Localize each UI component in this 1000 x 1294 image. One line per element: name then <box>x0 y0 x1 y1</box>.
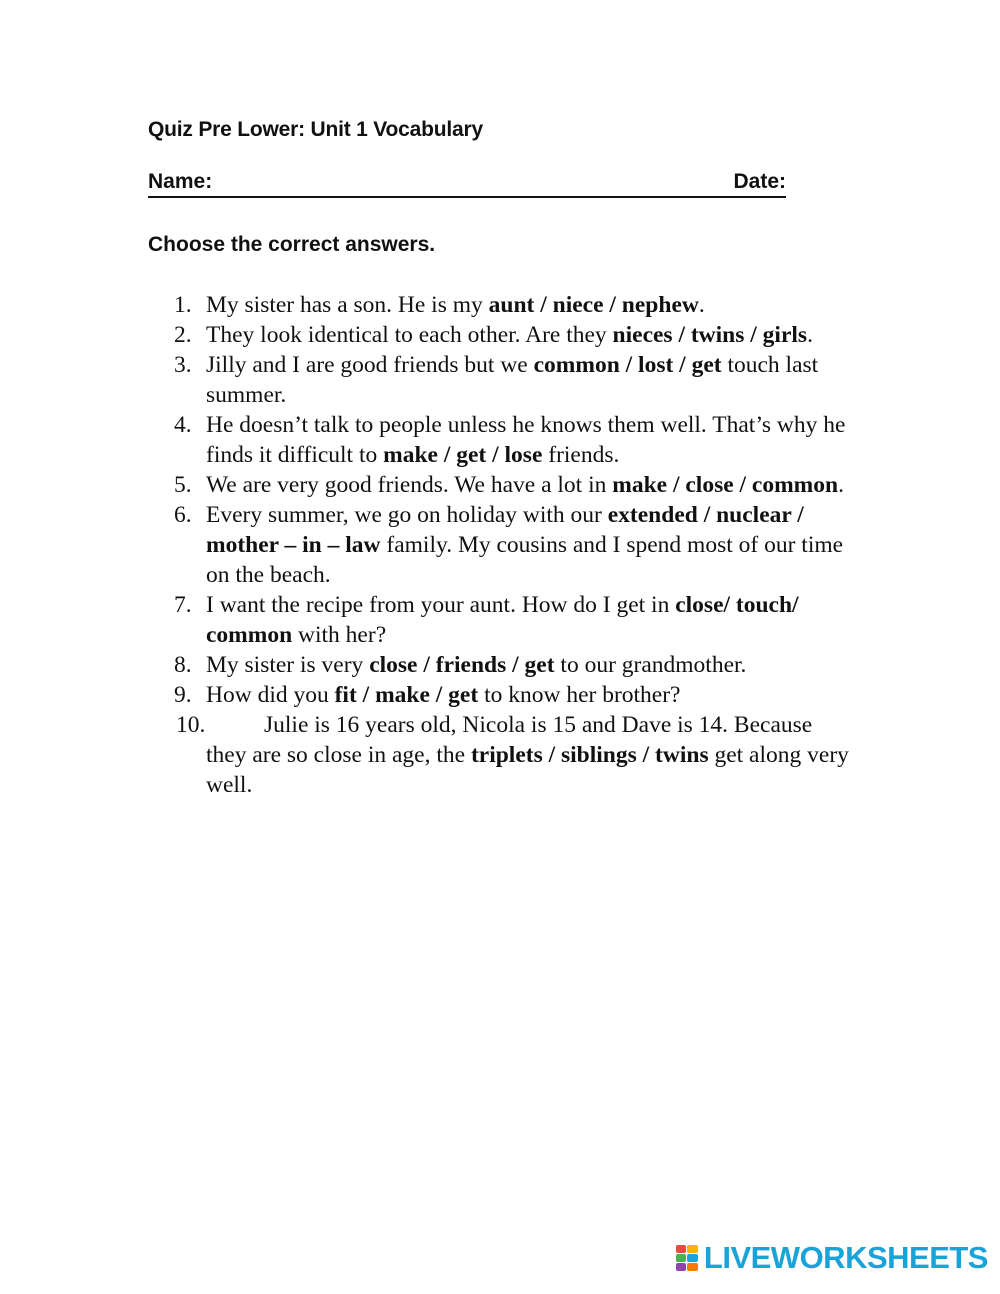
question-text-segment: to our grandmother. <box>554 652 747 678</box>
logo-block <box>687 1263 698 1271</box>
question-text <box>206 652 746 678</box>
question-item <box>174 410 854 470</box>
question-text <box>206 322 813 348</box>
question-item <box>174 320 854 350</box>
question-item <box>174 470 854 500</box>
answer-options: triplets / siblings / twins <box>470 742 709 768</box>
question-list <box>174 290 854 800</box>
question-number: 2. <box>174 322 192 348</box>
instructions: Choose the correct answers. <box>148 233 436 256</box>
answer-options: make / close / common <box>612 472 839 498</box>
question-text-segment: . <box>807 322 813 348</box>
answer-options: close/ touch/ common <box>206 592 799 648</box>
question-text-segment: They look identical to each other. Are they <box>206 322 613 348</box>
question-text-segment: How did you <box>206 682 335 708</box>
question-text-segment: friends. <box>542 442 620 468</box>
date-label: Date: <box>733 170 786 193</box>
question-text-segment: . <box>838 472 844 498</box>
question-text-segment: Jilly and I are good friends but we <box>206 352 534 378</box>
answer-options: aunt / niece / nephew <box>488 292 699 318</box>
question-text-segment: My sister has a son. He is my <box>206 292 489 318</box>
question-text-segment: My sister is very <box>206 652 370 678</box>
question-text <box>206 502 843 588</box>
logo-block <box>687 1254 698 1262</box>
question-number: 7. <box>174 592 192 618</box>
logo-block <box>676 1263 687 1271</box>
question-text-segment: I want the recipe from your aunt. How do I get in <box>206 592 676 618</box>
question-number: 5. <box>174 472 192 498</box>
answer-options: fit / make / get <box>334 682 479 708</box>
page-title: Quiz Pre Lower: Unit 1 Vocabulary <box>148 118 483 141</box>
question-text-segment: with her? <box>292 622 387 648</box>
logo-block <box>676 1245 687 1253</box>
question-text <box>206 682 681 708</box>
question-text-segment: family. My cousins and I spend most of our time on the beach. <box>206 532 844 588</box>
question-number: 4. <box>174 412 192 438</box>
logo-block <box>687 1245 698 1253</box>
question-number: 9. <box>174 682 192 708</box>
question-item <box>174 680 854 710</box>
question-text-segment: to know her brother? <box>478 682 681 708</box>
question-text-segment: . <box>698 292 705 318</box>
question-item <box>174 290 854 320</box>
answer-options: common / lost / get <box>533 352 722 378</box>
question-number: 3. <box>174 352 192 378</box>
logo-text: LIVEWORKSHEETS <box>703 1240 988 1275</box>
question-item <box>174 350 854 410</box>
question-text-segment: We are very good friends. We have a lot in <box>206 472 613 498</box>
question-text-segment: Julie is 16 years old, Nicola is 15 and Dave is 14. Because they are so close in age, the <box>206 712 813 768</box>
question-number: 6. <box>174 502 192 528</box>
question-text <box>206 292 705 318</box>
question-text-segment: touch last summer. <box>206 352 819 408</box>
answer-options: nieces / twins / girls <box>612 322 808 348</box>
question-item <box>174 500 854 590</box>
question-number: 8. <box>174 652 192 678</box>
liveworksheets-logo <box>676 1240 988 1276</box>
logo-block <box>676 1254 687 1262</box>
question-text <box>206 352 818 408</box>
answer-options: make / get / lose <box>383 442 543 468</box>
question-text <box>206 592 799 648</box>
question-text-segment: get along very well. <box>206 742 849 798</box>
question-number: 10. <box>176 712 206 738</box>
question-text-segment: Every summer, we go on holiday with our <box>206 502 608 528</box>
liveworksheets-logo-icon <box>676 1245 698 1271</box>
question-item <box>174 650 854 680</box>
answer-options: close / friends / get <box>369 652 555 678</box>
name-label: Name: <box>148 170 213 193</box>
name-date-line <box>148 168 786 198</box>
question-item <box>174 710 854 800</box>
question-text <box>206 712 849 798</box>
question-text-segment: He doesn’t talk to people unless he knows them well. That’s why he finds it difficult to <box>206 412 846 468</box>
question-text <box>206 412 845 468</box>
question-item <box>174 590 854 650</box>
answer-options: extended / nuclear / mother – in – law <box>206 502 804 558</box>
question-text <box>206 472 844 498</box>
question-number: 1. <box>174 292 192 318</box>
